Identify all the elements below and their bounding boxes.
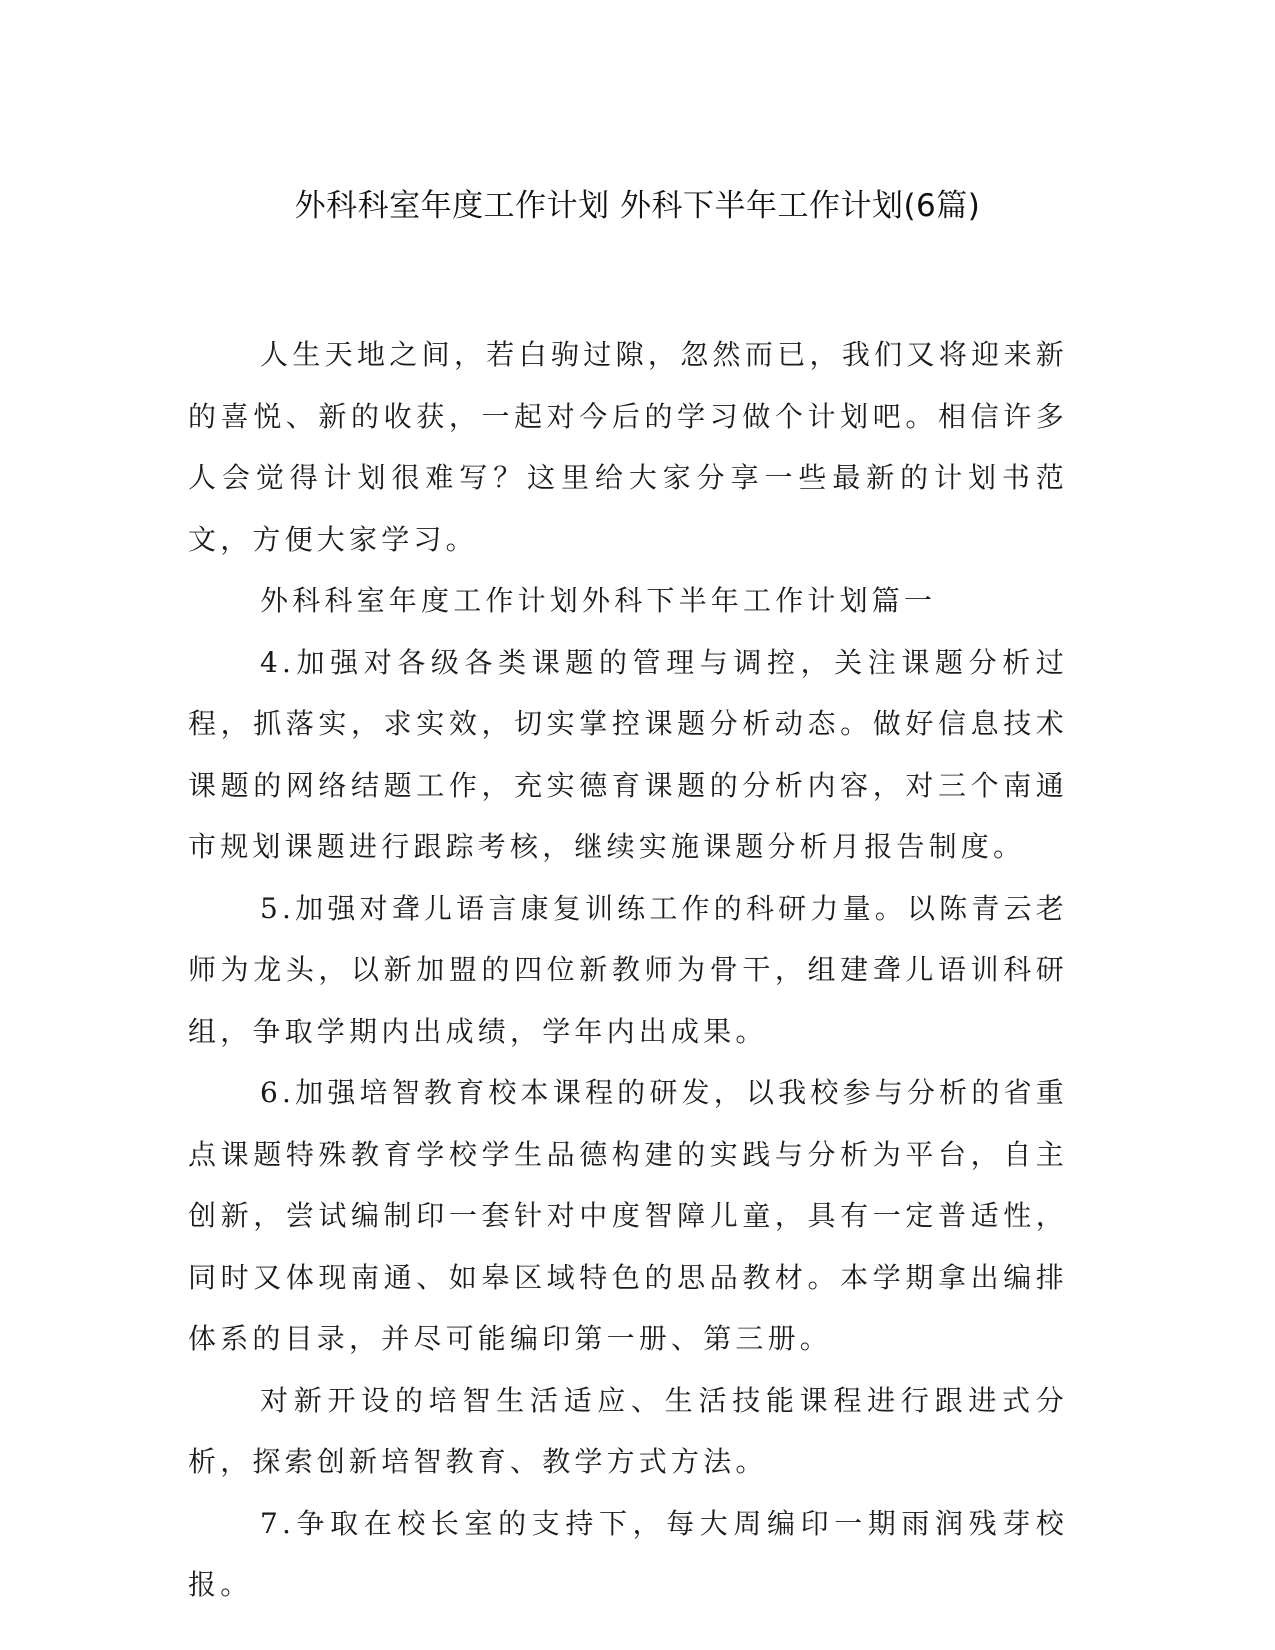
paragraph-new-courses: 对新开设的培智生活适应、生活技能课程进行跟进式分析，探索创新培智教育、教学方式方法。 (188, 1383, 1068, 1478)
document-title: 外科科室年度工作计划 外科下半年工作计划(6篇) (294, 188, 981, 224)
paragraph-section-heading: 外科科室年度工作计划外科下半年工作计划篇一 (260, 584, 937, 617)
paragraph-item-5: 5.加强对聋儿语言康复训练工作的科研力量。以陈青云老师为龙头，以新加盟的四位新教师为骨干，组建聋儿语训科研组，争取学期内出成绩，学年内出成果。 (188, 891, 1068, 1048)
document-body (188, 324, 1068, 1616)
paragraph-intro: 人生天地之间，若白驹过隙，忽然而已，我们又将迎来新的喜悦、新的收获，一起对今后的学习做个计划吧。相信许多人会觉得计划很难写？这里给大家分享一些最新的计划书范文，方便大家学习。 (188, 338, 1068, 556)
paragraph-item-7: 7.争取在校长室的支持下，每大周编印一期雨润残芽校报。 (188, 1506, 1068, 1601)
paragraph-item-6: 6.加强培智教育校本课程的研发，以我校参与分析的省重点课题特殊教育学校学生品德构建的实践与分析为平台，自主创新，尝试编制印一套针对中度智障儿童，具有一定普适性，同时又体现南通、如皋区域特色的思品教材。本学期拿出编排体系的目录，并尽可能编印第一册、第三册。 (188, 1076, 1068, 1355)
paragraph-item-4: 4.加强对各级各类课题的管理与调控，关注课题分析过程，抓落实，求实效，切实掌控课题分析动态。做好信息技术课题的网络结题工作，充实德育课题的分析内容，对三个南通市规划课题进行跟踪考核，继续实施课题分析月报告制度。 (188, 645, 1068, 863)
